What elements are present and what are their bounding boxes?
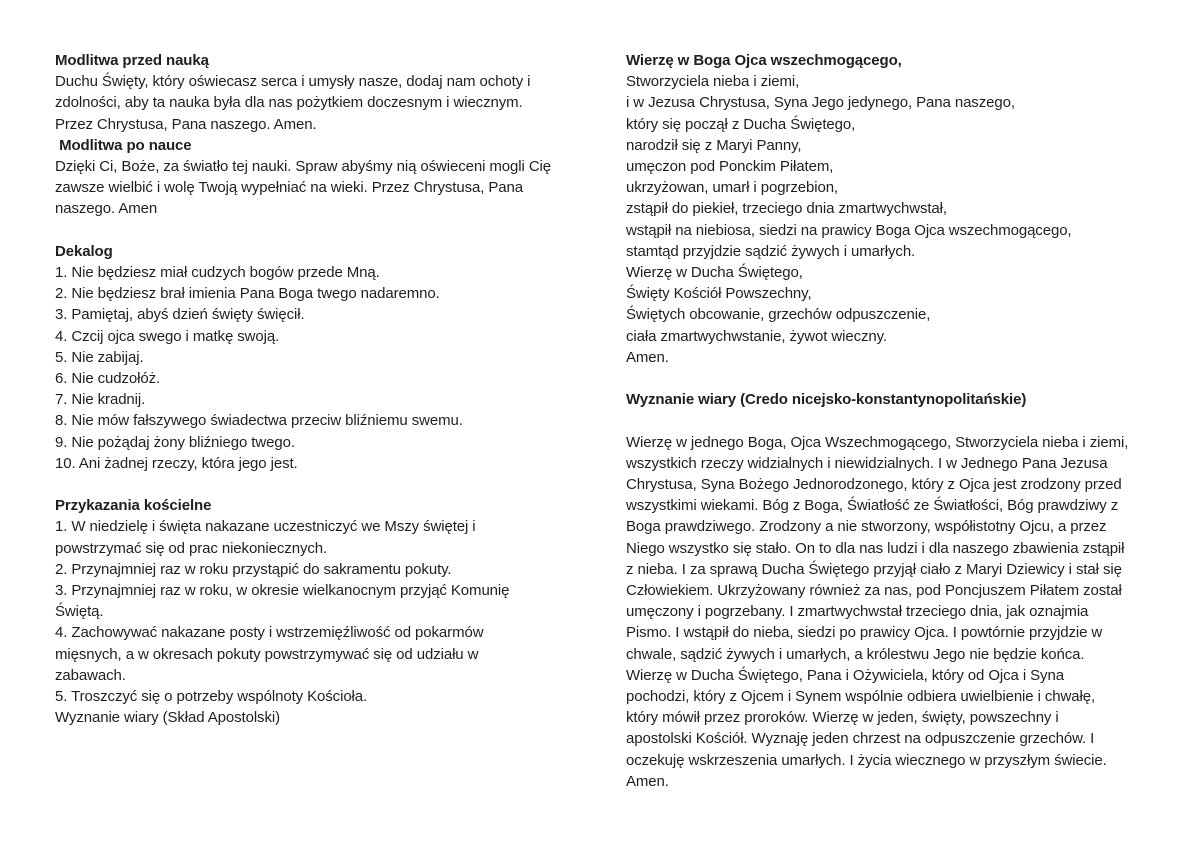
text-line: Wierzę w Ducha Świętego, (626, 264, 803, 282)
text-line: Świętych obcowanie, grzechów odpuszczenie, (626, 306, 931, 324)
section-heading: Wyznanie wiary (Credo nicejsko-konstantynopolitańskie) (626, 391, 1027, 409)
text-line: Wyznanie wiary (Skład Apostolski) (55, 709, 280, 727)
text-line: 9. Nie pożądaj żony bliźniego twego. (55, 433, 295, 451)
text-line: oczekuję wskrzeszenia umarłych. I życia wiecznego w przyszłym świecie. (626, 751, 1107, 769)
text-line: 4. Zachowywać nakazane posty i wstrzemięźliwość od pokarmów (55, 624, 484, 642)
blank-line (55, 220, 610, 241)
text-line: 8. Nie mów fałszywego świadectwa przeciw bliźniemu swemu. (55, 412, 463, 430)
text-line: Boga prawdziwego. Zrodzony a nie stworzony, współistotny Ojcu, a przez (626, 518, 1107, 536)
text-line: zstąpił do piekieł, trzeciego dnia zmartwychwstał, (626, 200, 947, 218)
text-line: 5. Troszczyć się o potrzeby wspólnoty Kościoła. (55, 688, 368, 706)
text-line: mięsnych, a w okresach pokuty powstrzymywać się od udziału w (55, 645, 479, 663)
text-line: zdolności, aby ta nauka była dla nas pożytkiem doczesnym i wiecznym. (55, 94, 523, 112)
text-line: Wierzę w Ducha Świętego, Pana i Ożywiciela, który od Ojca i Syna (626, 666, 1064, 684)
text-line: Człowiekiem. Ukrzyżowany również za nas, pod Poncjuszem Piłatem został (626, 582, 1122, 600)
text-line: wszystkich rzeczy widzialnych i niewidzialnych. I w Jednego Pana Jezusa (626, 454, 1108, 472)
text-line: chwale, sądzić żywych i umarłych, a królestwu Jego nie będzie końca. (626, 645, 1085, 663)
text-line: 4. Czcij ojca swego i matkę swoją. (55, 327, 280, 345)
text-line: Dzięki Ci, Boże, za światło tej nauki. Spraw abyśmy nią oświeceni mogli Cię (55, 158, 552, 176)
text-line: Chrystusa, Syna Bożego Jednorodzonego, który z Ojca jest zrodzony przed (626, 476, 1122, 494)
blank-line (626, 410, 1186, 431)
text-line: zawsze wielbić i wolę Twoją wypełniać na wieki. Przez Chrystusa, Pana (55, 179, 524, 197)
text-line: apostolski Kościół. Wyznaję jeden chrzest na odpuszczenie grzechów. I (626, 730, 1095, 748)
text-line: stamtąd przyjdzie sądzić żywych i umarłych. (626, 242, 916, 260)
text-line: Amen. (626, 348, 669, 366)
text-line: ciała zmartwychwstanie, żywot wieczny. (626, 327, 888, 345)
text-line: powstrzymać się od prac niekoniecznych. (55, 539, 328, 557)
text-line: który się począł z Ducha Świętego, (626, 115, 856, 133)
text-line: 2. Nie będziesz brał imienia Pana Boga twego nadaremno. (55, 285, 440, 303)
text-line: Przez Chrystusa, Pana naszego. Amen. (55, 115, 317, 133)
text-line: umęczon pod Ponckim Piłatem, (626, 158, 834, 176)
blank-line (626, 368, 1186, 389)
text-line: Stworzyciela nieba i ziemi, (626, 73, 800, 91)
section-heading: Przykazania kościelne (55, 497, 212, 515)
text-line: 1. Nie będziesz miał cudzych bogów przede Mną. (55, 264, 380, 282)
text-line: z nieba. I za sprawą Ducha Świętego przyjął ciało z Maryi Dziewicy i stał się (626, 560, 1122, 578)
text-line: wszystkimi wiekami. Bóg z Boga, Światłość ze Światłości, Bóg prawdziwy z (626, 497, 1119, 515)
text-line: który mówił przez proroków. Wierzę w jeden, święty, powszechny i (626, 709, 1059, 727)
text-line: i w Jezusa Chrystusa, Syna Jego jedynego, Pana naszego, (626, 94, 1015, 112)
section-heading: Dekalog (55, 242, 113, 260)
text-line: 5. Nie zabijaj. (55, 348, 144, 366)
text-line: wstąpił na niebiosa, siedzi na prawicy Boga Ojca wszechmogącego, (626, 221, 1072, 239)
text-line: Niego wszystko się stało. On to dla nas ludzi i dla naszego zbawienia zstąpił (626, 539, 1125, 557)
text-line: Duchu Święty, który oświecasz serca i umysły nasze, dodaj nam ochoty i (55, 73, 531, 91)
text-line: 1. W niedzielę i święta nakazane uczestniczyć we Mszy świętej i (55, 518, 476, 536)
text-line: 7. Nie kradnij. (55, 391, 146, 409)
text-line: ukrzyżowan, umarł i pogrzebion, (626, 179, 838, 197)
text-line: zabawach. (55, 666, 126, 684)
section-heading: Modlitwa po nauce (55, 136, 192, 154)
section-heading: Wierzę w Boga Ojca wszechmogącego, (626, 52, 902, 69)
text-line: Amen. (626, 772, 669, 790)
text-line: 3. Pamiętaj, abyś dzień święty święcił. (55, 306, 305, 324)
left-column (55, 50, 610, 728)
text-line: narodził się z Maryi Panny, (626, 136, 802, 154)
text-line: Świętą. (55, 603, 104, 621)
text-line: pochodzi, który z Ojcem i Synem wspólnie odbiera uwielbienie i chwałę, (626, 688, 1096, 706)
section-heading: Modlitwa przed nauką (55, 52, 209, 69)
text-line: umęczony i pogrzebany. I zmartwychwstał trzeciego dnia, jak oznajmia (626, 603, 1089, 621)
text-line: Święty Kościół Powszechny, (626, 285, 812, 303)
text-line: 6. Nie cudzołóż. (55, 370, 161, 388)
right-column (626, 50, 1186, 792)
text-line: 2. Przynajmniej raz w roku przystąpić do sakramentu pokuty. (55, 560, 452, 578)
text-line: Pismo. I wstąpił do nieba, siedzi po prawicy Ojca. I powtórnie przyjdzie w (626, 624, 1103, 642)
text-line: 3. Przynajmniej raz w roku, w okresie wielkanocnym przyjąć Komunię (55, 582, 510, 600)
blank-line (55, 474, 610, 495)
text-line: 10. Ani żadnej rzeczy, która jego jest. (55, 454, 298, 472)
text-line: naszego. Amen (55, 200, 158, 218)
text-line: Wierzę w jednego Boga, Ojca Wszechmogącego, Stworzyciela nieba i ziemi, (626, 433, 1129, 451)
